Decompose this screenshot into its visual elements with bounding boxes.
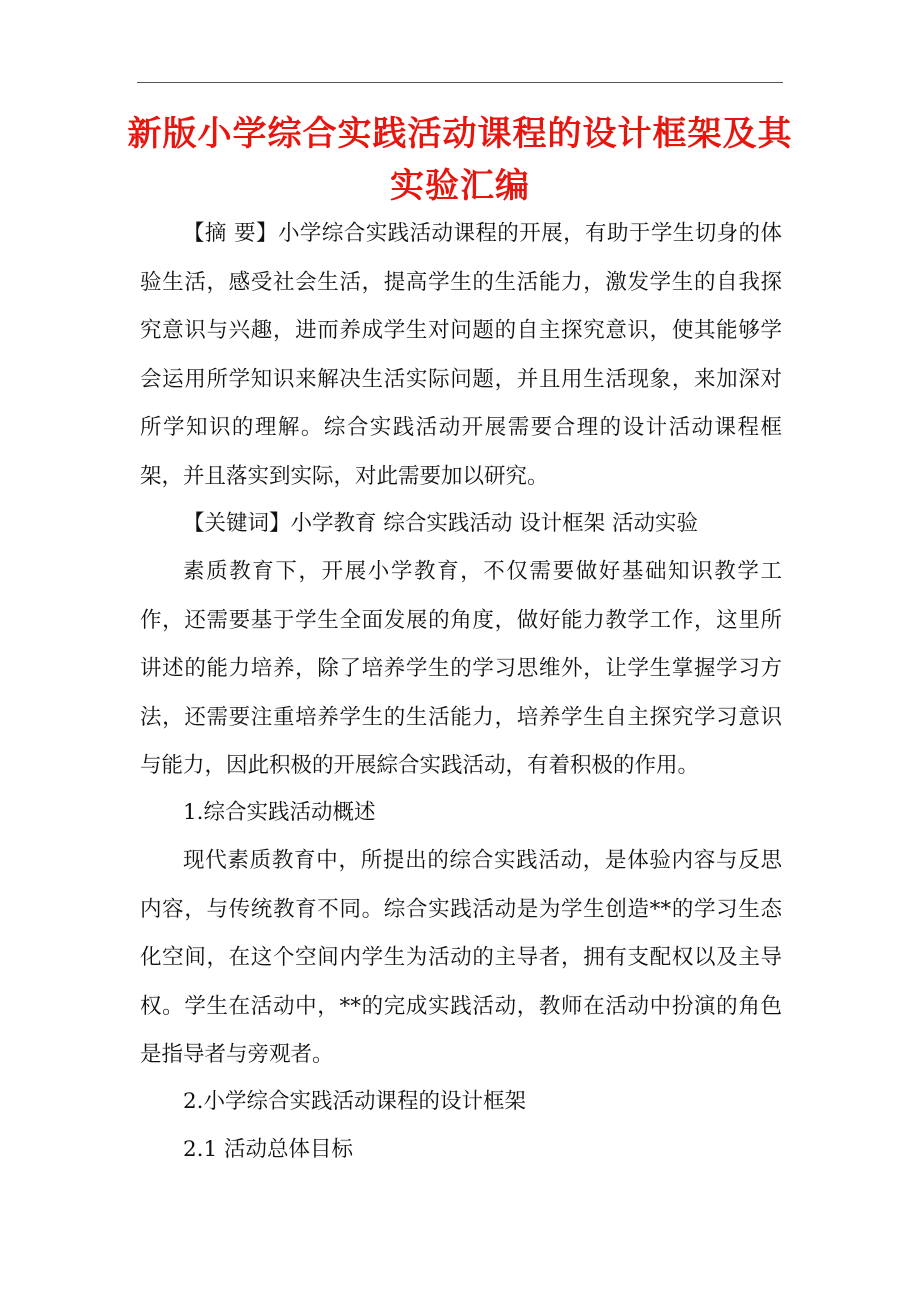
document-title: 新版小学综合实践活动课程的设计框架及其实验汇编 (127, 114, 793, 206)
section-2-heading: 2.小学综合实践活动课程的设计框架 (183, 1089, 527, 1114)
section-2-1-heading: 2.1 活动总体目标 (183, 1137, 354, 1162)
section-1-paragraph: 现代素质教育中，所提出的综合实践活动，是体验内容与反思内容，与传统教育不同。综合实践活动是为学生创造**的学习生态化空间，在这个空间内学生为活动的主导者，拥有支配权以及主导权。学生在活动中，**的完成实践活动，教师在活动中扮演的角色是指导者与旁观者。 (140, 848, 782, 1067)
header-rule (137, 82, 783, 83)
intro-paragraph: 素质教育下，开展小学教育，不仅需要做好基础知识教学工作，还需要基于学生全面发展的角度，做好能力教学工作，这里所讲述的能力培养，除了培养学生的学习思维外，让学生掌握学习方法，还需要注重培养学生的生活能力，培养学生自主探究学习意识与能力，因此积极的开展綜合实践活动，有着积极的作用。 (140, 559, 782, 778)
abstract-paragraph: 【摘 要】小学综合实践活动课程的开展，有助于学生切身的体验生活，感受社会生活，提高学生的生活能力，激发学生的自我探究意识与兴趣，进而养成学生对问题的自主探究意识，使其能够学会运用所学知识来解决生活实际问题，并且用生活现象，来加深对所学知识的理解。综合实践活动开展需要合理的设计活动课程框架，并且落实到实际，对此需要加以研究。 (140, 221, 782, 489)
section-1-heading: 1.综合实践活动概述 (183, 800, 376, 825)
keywords-line: 【关键词】小学教育 综合实践活动 设计框架 活动实验 (183, 511, 699, 536)
